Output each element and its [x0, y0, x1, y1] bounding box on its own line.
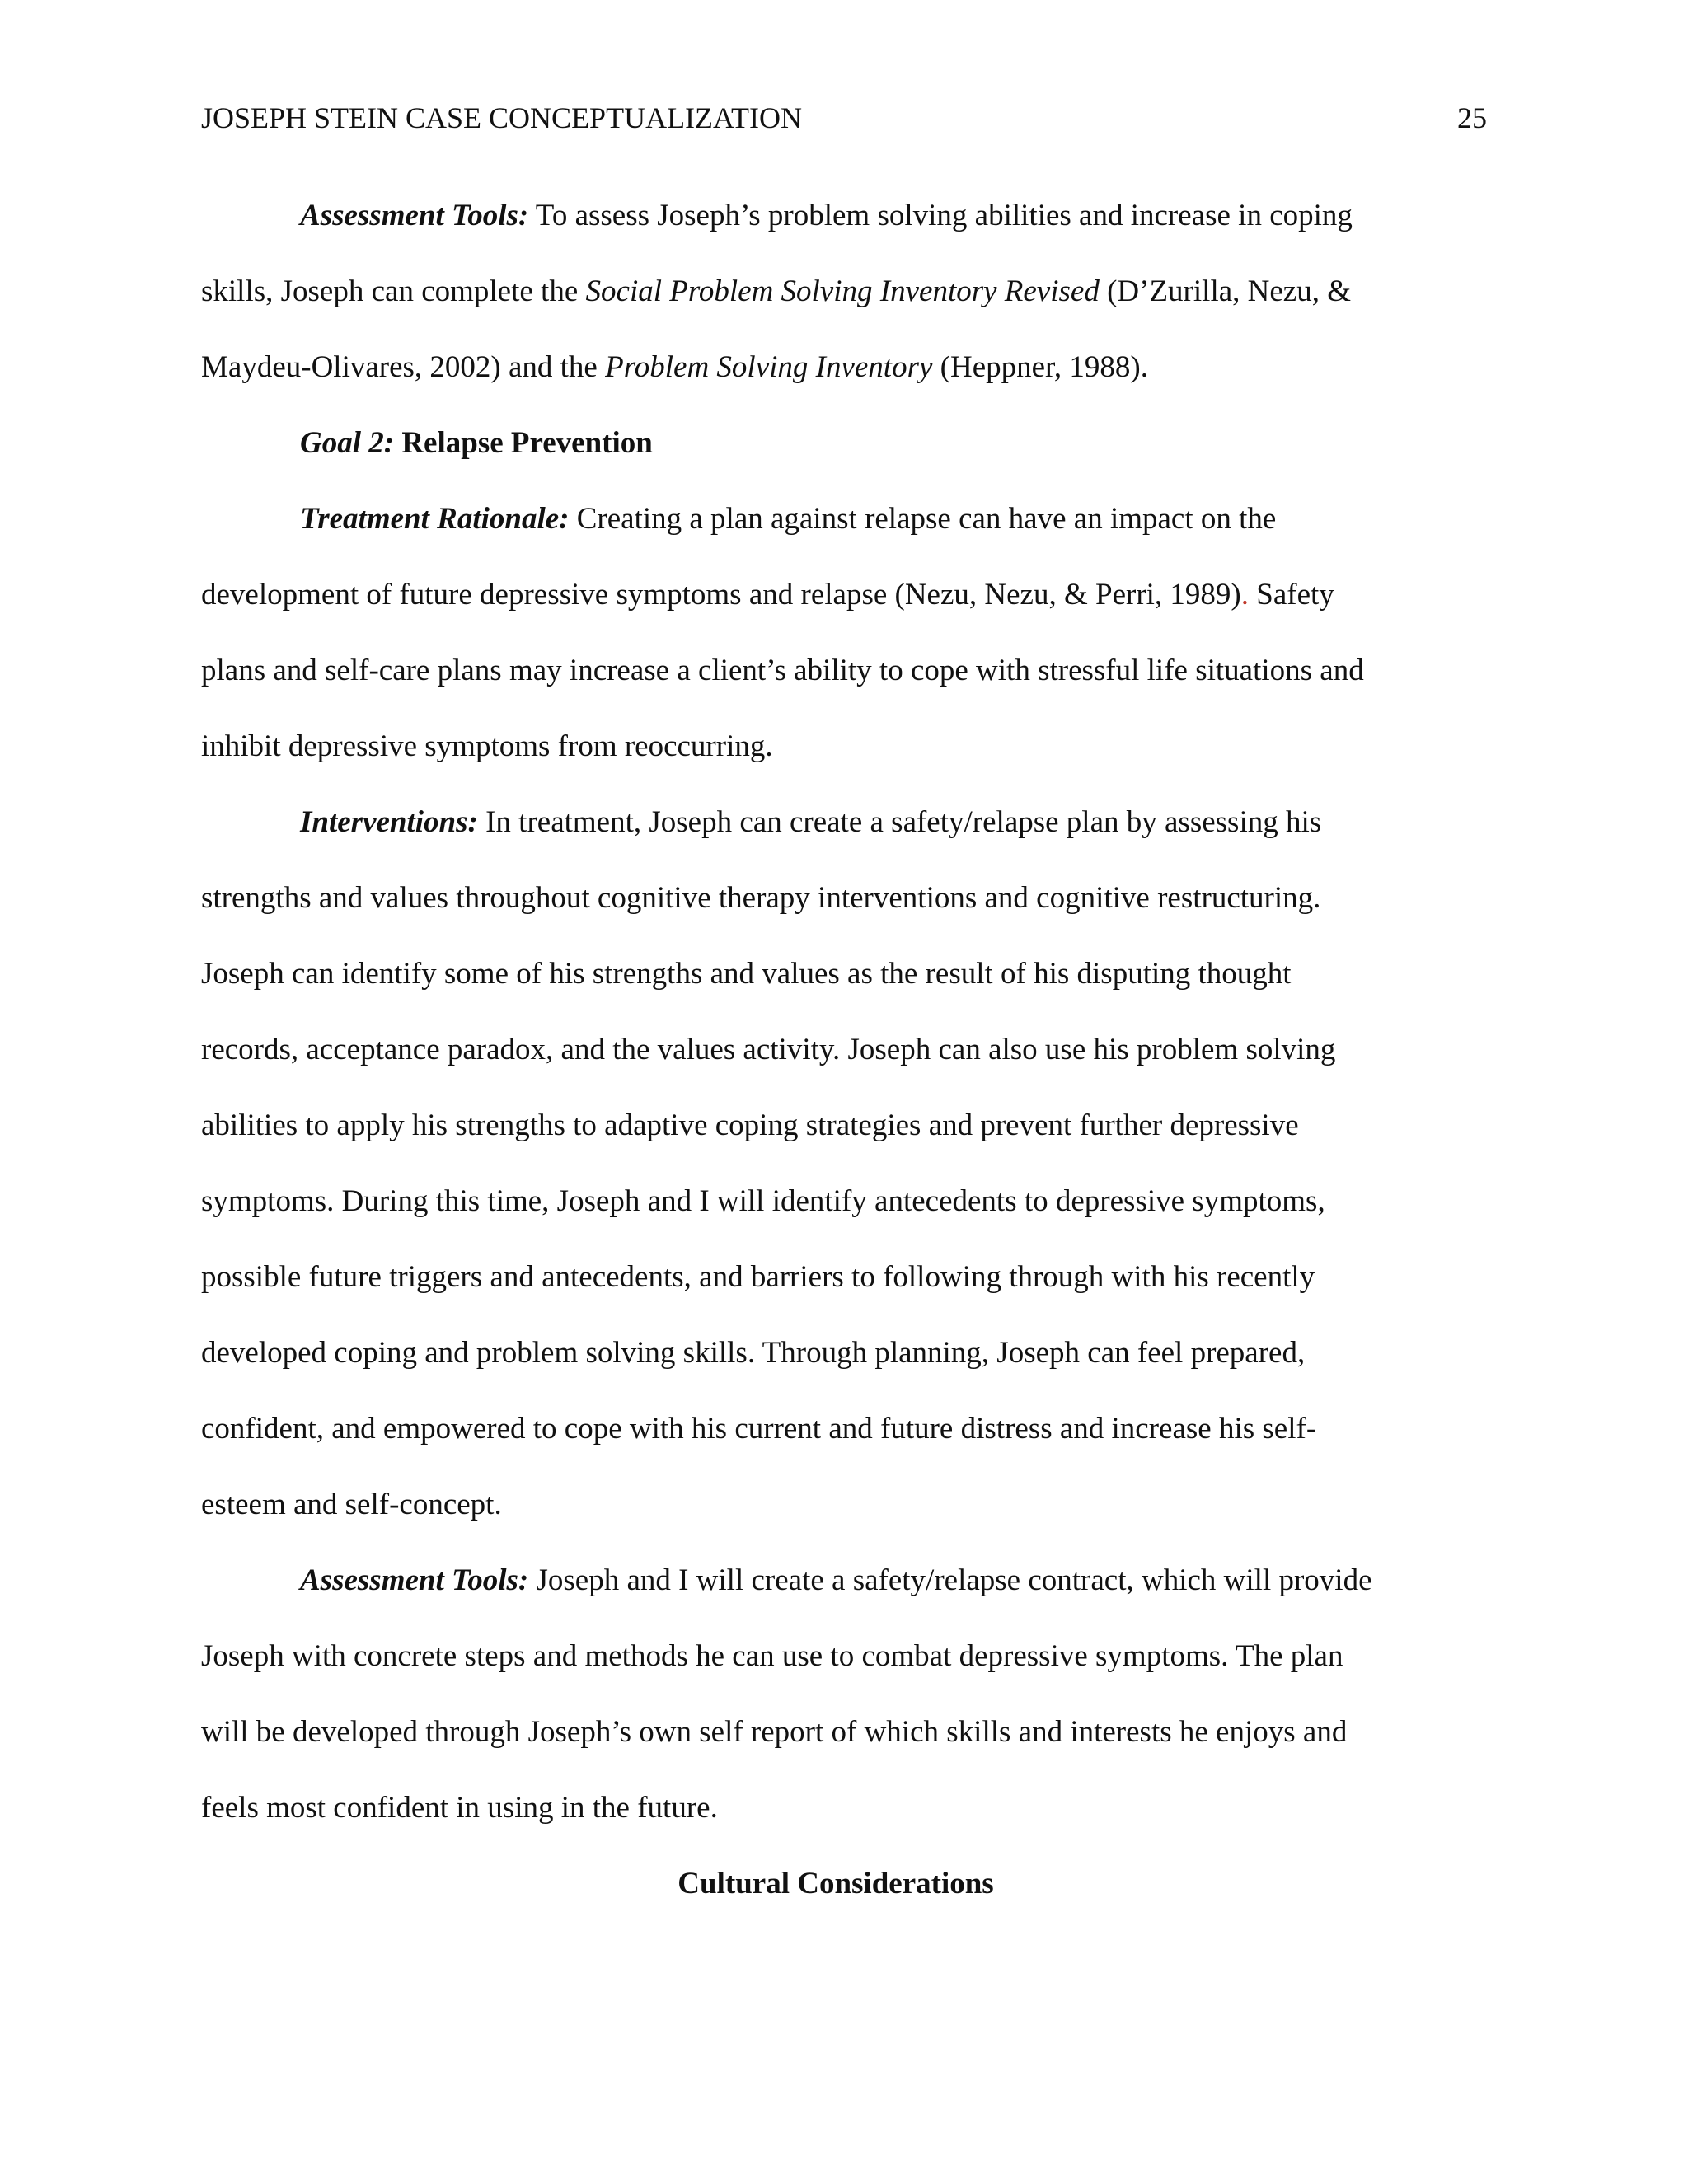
- paragraph-text: possible future triggers and antecedents, and barriers to following through with his recently: [201, 1260, 1315, 1294]
- paragraph-label: Assessment Tools:: [300, 199, 529, 232]
- paragraph-text: abilities to apply his strengths to adaptive coping strategies and prevent further depressive: [201, 1108, 1299, 1142]
- goal-heading: [300, 405, 653, 481]
- paragraph-assessment-tools-1-line-3: [201, 330, 1148, 405]
- paragraph-label: Interventions:: [300, 805, 478, 839]
- paragraph-text: (D’Zurilla, Nezu, &: [1099, 274, 1351, 308]
- paragraph-text: Joseph and I will create a safety/relapse contract, which will provide: [528, 1563, 1372, 1597]
- paragraph-assessment-tools-2-line-3: [201, 1694, 1347, 1770]
- paragraph-label: Assessment Tools:: [300, 1563, 529, 1597]
- paragraph-text: skills, Joseph can complete the: [201, 274, 586, 308]
- paragraph-interventions-line-6: [201, 1164, 1325, 1240]
- section-heading: Cultural Considerations: [678, 1867, 994, 1900]
- paragraph-text: symptoms. During this time, Joseph and I will identify antecedents to depressive symptoms,: [201, 1184, 1325, 1218]
- paragraph-text: Creating a plan against relapse can have an impact on the: [569, 502, 1277, 536]
- paragraph-treatment-rationale-line-3: [201, 633, 1364, 709]
- paragraph-interventions-line-3: [201, 936, 1292, 1012]
- paragraph-text: inhibit depressive symptoms from reoccurring.: [201, 729, 773, 763]
- paragraph-text: To assess Joseph’s problem solving abilities and increase in coping: [528, 199, 1353, 232]
- goal-title: Relapse Prevention: [394, 426, 653, 460]
- paragraph-label: Treatment Rationale:: [300, 502, 570, 536]
- paragraph-assessment-tools-1-line-1: [300, 178, 1353, 254]
- paragraph-assessment-tools-2-line-1: [300, 1543, 1372, 1619]
- running-head: JOSEPH STEIN CASE CONCEPTUALIZATION: [201, 101, 803, 134]
- paragraph-text: strengths and values throughout cognitive therapy interventions and cognitive restructuring.: [201, 881, 1321, 915]
- paragraph-interventions-line-5: [201, 1088, 1299, 1164]
- paragraph-interventions-line-10: [201, 1467, 502, 1543]
- paragraph-interventions-line-9: [201, 1391, 1316, 1467]
- instrument-title: Problem Solving Inventory: [605, 350, 933, 384]
- paragraph-text: esteem and self-concept.: [201, 1488, 502, 1521]
- paragraph-assessment-tools-2-line-2: [201, 1619, 1343, 1694]
- paragraph-text: In treatment, Joseph can create a safety/relapse plan by assessing his: [477, 805, 1322, 839]
- instrument-title: Social Problem Solving Inventory Revised: [585, 274, 1100, 308]
- paragraph-assessment-tools-2-line-4: [201, 1770, 718, 1846]
- page-number: 25: [1457, 101, 1487, 134]
- paragraph-text: Maydeu-Olivares, 2002) and the: [201, 350, 606, 384]
- paragraph-assessment-tools-1-line-2: [201, 254, 1351, 330]
- paragraph-treatment-rationale-line-1: [300, 481, 1276, 557]
- paragraph-treatment-rationale-line-4: [201, 709, 773, 785]
- paragraph-text: will be developed through Joseph’s own self report of which skills and interests he enjoys and: [201, 1715, 1348, 1749]
- paragraph-treatment-rationale-line-2: [201, 557, 1334, 633]
- paragraph-text: developed coping and problem solving skills. Through planning, Joseph can feel prepared,: [201, 1336, 1306, 1370]
- paragraph-text: development of future depressive symptoms and relapse (Nezu, Nezu, & Perri, 1989): [201, 578, 1241, 612]
- paragraph-text: confident, and empowered to cope with his current and future distress and increase his self-: [201, 1412, 1317, 1446]
- paragraph-text: Safety: [1249, 578, 1334, 612]
- paragraph-interventions-line-8: [201, 1315, 1305, 1391]
- paragraph-text: Joseph can identify some of his strengths and values as the result of his disputing thought: [201, 957, 1292, 991]
- goal-label: Goal 2:: [300, 426, 395, 460]
- page-header: [201, 97, 1487, 138]
- paragraph-interventions-line-4: [201, 1012, 1335, 1088]
- paragraph-text: Joseph with concrete steps and methods he can use to combat depressive symptoms. The plan: [201, 1639, 1343, 1673]
- red-period: .: [1240, 578, 1249, 612]
- paragraph-interventions-line-1: [300, 785, 1321, 860]
- paragraph-text: feels most confident in using in the future.: [201, 1791, 718, 1825]
- paragraph-text: plans and self-care plans may increase a client’s ability to cope with stressful life situations and: [201, 654, 1364, 687]
- paragraph-text: records, acceptance paradox, and the values activity. Joseph can also use his problem solving: [201, 1033, 1336, 1066]
- paragraph-interventions-line-2: [201, 860, 1320, 936]
- paragraph-interventions-line-7: [201, 1240, 1315, 1315]
- paragraph-text: (Heppner, 1988).: [932, 350, 1148, 384]
